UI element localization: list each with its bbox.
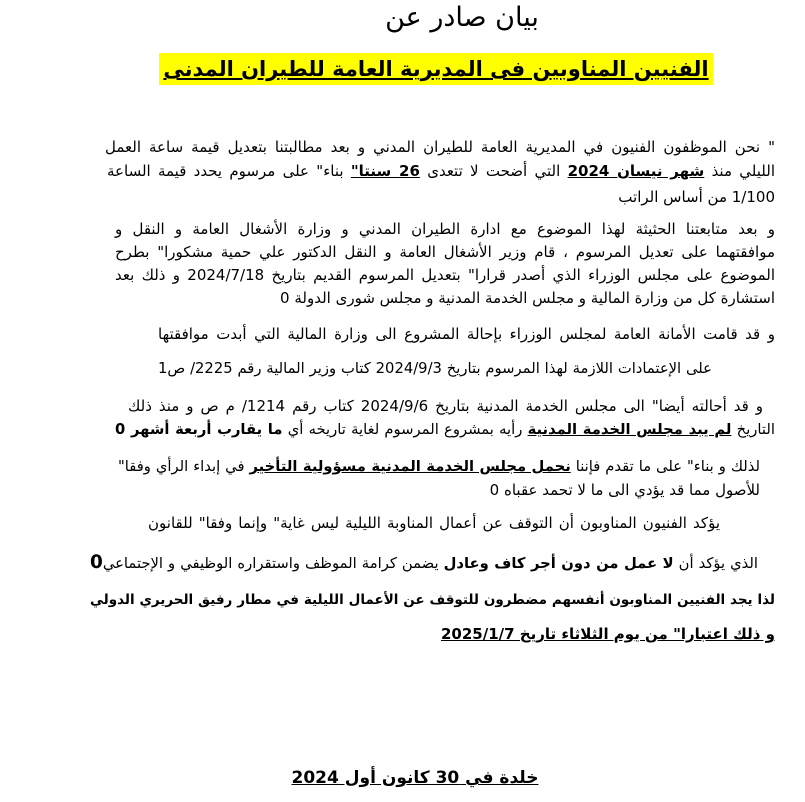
line-text: التاريخ: [736, 421, 775, 438]
paragraph-2-line-4: استشارة كل من وزارة المالية و مجلس الخدمة المدنية و مجلس شورى الدولة 0: [280, 289, 775, 307]
paragraph-4-line-2: [115, 419, 775, 441]
paragraph-2-line-1: و بعد متابعتنا الحثيثة لهذا الموضوع مع ادارة الطيران المدني و وزارة الأشغال العامة و النقل و: [115, 220, 775, 238]
paragraph-5-line-2: للأصول مما قد يؤدي الى ما لا تحمد عقباه 0: [489, 481, 760, 499]
paragraph-6-line-1: يؤكد الفنيون المناوبون أن التوقف عن أعمال المناوبة الليلية ليس غاية" وإنما وفقا" للقانون: [148, 514, 720, 532]
paragraph-1-line-2: [107, 160, 775, 182]
end-mark: 0: [90, 552, 103, 573]
line-text: الذي يؤكد أن: [678, 555, 758, 572]
paragraph-2-line-3: الموضوع على مجلس الوزراء الذي أصدر قرارا" بتعديل المرسوم القديم بتاريخ 2024/7/18 و ذلك بعد: [115, 266, 775, 284]
paragraph-2-line-2: موافقتهما على تعديل المرسوم ، قام وزير الأشغال العامة و النقل الدكتور علي حمية مشكورا" بطرح: [115, 243, 775, 261]
paragraph-1-line-3: 1/100 من أساس الراتب: [618, 188, 775, 206]
place-and-date: خلدة في 30 كانون أول 2024: [291, 768, 539, 788]
line-text: لذلك و بناء" على ما تقدم فإننا: [575, 458, 760, 475]
title-block: [116, 53, 756, 85]
paragraph-3-line-2: على الإعتمادات اللازمة لهذا المرسوم بتاريخ 2024/9/3 كتاب وزير المالية رقم 2225/ ص1: [158, 360, 712, 377]
emphasis-since-date: شهر نيسان 2024: [567, 162, 705, 180]
paragraph-7-line-2: لذا يجد الفنيين المناوبون أنفسهم مضطرون للتوقف عن الأعمال الليلية في مطار رفيق الحريري الدولي: [90, 592, 775, 608]
paragraph-1-line-1: " نحن الموظفون الفنيون في المديرية العامة للطيران المدني و بعد مطالبتنا بتعديل قيمة ساعة العمل: [105, 138, 775, 156]
emphasis-responsibility: نحمل مجلس الخدمة المدنية مسؤولية التأخير: [249, 458, 571, 475]
emphasis-fair-wage: لا عمل من دون أجر كاف وعادل: [443, 555, 674, 572]
paragraph-7-line-3: و ذلك اعتبارا" من يوم الثلاثاء تاريخ 2025/1/7: [440, 625, 775, 643]
statement-title: الفنيين المناوبين فى المديرية العامة للطيران المدنى: [159, 53, 712, 85]
paragraph-5-line-1: [118, 456, 760, 478]
line-text: رأيه بمشروع المرسوم لغاية تاريخه أي: [287, 421, 523, 438]
line-text: بناء" على مرسوم يحدد قيمة الساعة: [107, 162, 344, 180]
statement-intro: بيان صادر عن: [385, 2, 539, 33]
paragraph-3-line-1: و قد قامت الأمانة العامة لمجلس الوزراء بإحالة المشروع الى وزارة المالية التي أبدت موافقتها: [158, 325, 775, 343]
line-text: يضمن كرامة الموظف واستقراره الوظيفي و الإجتماعي: [102, 555, 439, 572]
line-text: الليلي منذ: [711, 162, 775, 180]
emphasis-hourly-value: 26 سنتا": [350, 162, 420, 180]
emphasis-no-opinion: لم يبد مجلس الخدمة المدنية: [527, 421, 732, 438]
paragraph-4-line-1: و قد أحالته أيضا" الى مجلس الخدمة المدنية بتاريخ 2024/9/6 كتاب رقم 1214/ م ص و منذ ذلك: [128, 397, 764, 415]
line-text: في إبداء الرأي وفقا": [118, 458, 245, 475]
paragraph-7-line-1: [90, 552, 758, 575]
line-text: التي أضحت لا تتعدى: [427, 162, 561, 180]
emphasis-four-months: ما يقارب أربعة أشهر 0: [115, 421, 283, 438]
